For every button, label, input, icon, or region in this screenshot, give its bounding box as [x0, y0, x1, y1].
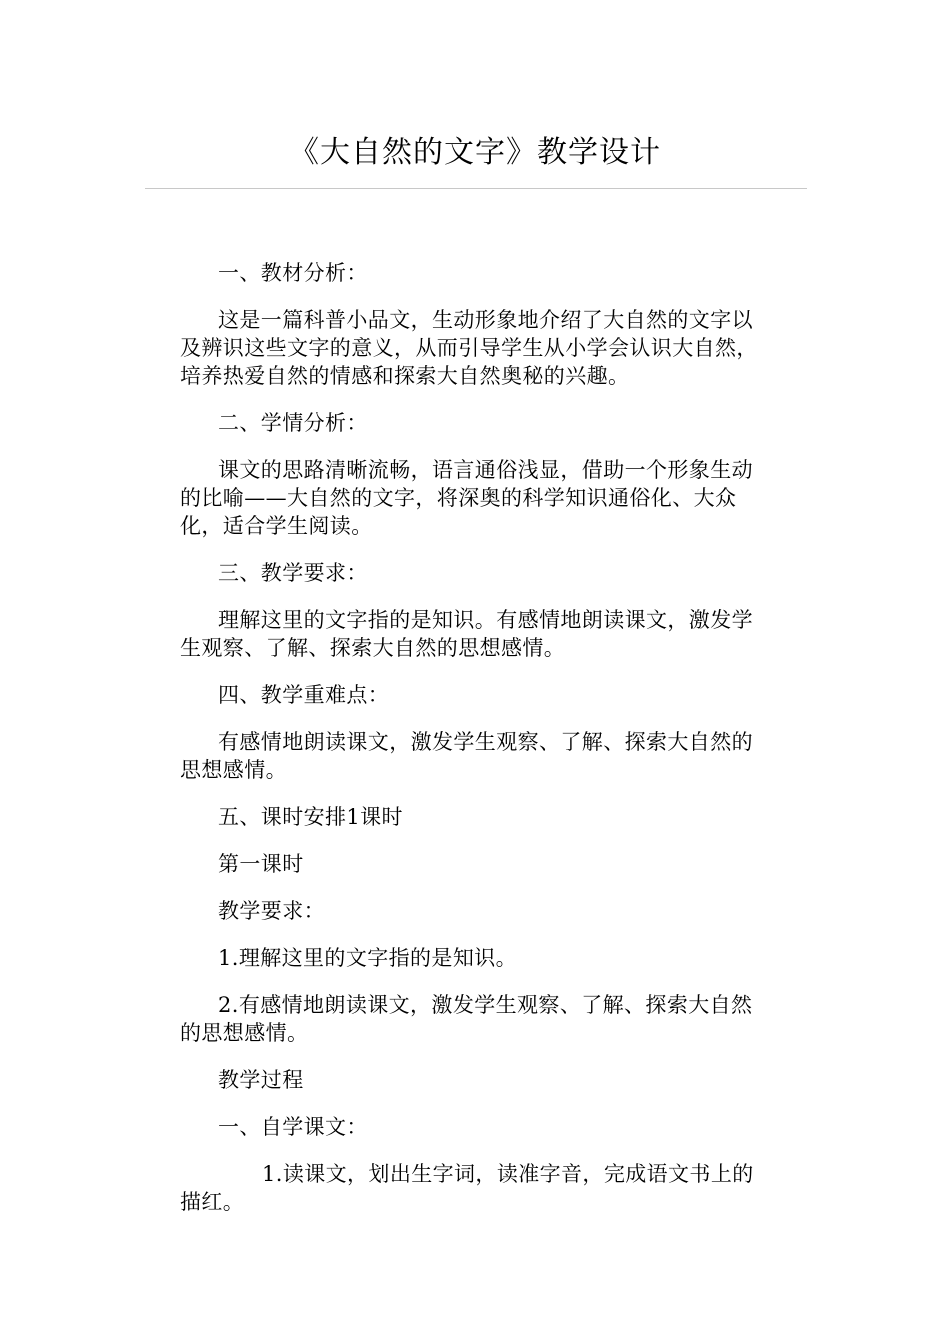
section-heading-5: 五、课时安排1课时 — [218, 805, 403, 829]
step-heading-1: 一、自学课文： — [218, 1115, 368, 1139]
section-body-2: 课文的思路清晰流畅，语言通俗浅显，借助一个形象生动的比喻——大自然的文字，将深奥的科学知识通俗化、大众化，适合学生阅读。 — [180, 458, 753, 538]
section-heading-4: 四、教学重难点： — [218, 683, 390, 707]
section-heading-2: 二、学情分析： — [218, 411, 368, 435]
requirement-item-2: 2.有感情地朗读课文，激发学生观察、了解、探索大自然的思想感情。 — [180, 993, 753, 1045]
step-item-1: 1.读课文，划出生字词，读准字音，完成语文书上的描红。 — [180, 1162, 754, 1214]
section-body-3: 理解这里的文字指的是知识。有感情地朗读课文，激发学生观察、了解、探索大自然的思想感情。 — [180, 608, 753, 660]
section-heading-1: 一、教材分析： — [218, 261, 368, 285]
lesson-title: 第一课时 — [218, 852, 304, 876]
process-heading: 教学过程 — [218, 1068, 304, 1092]
section-heading-3: 三、教学要求： — [218, 561, 368, 585]
requirement-item-1: 1.理解这里的文字指的是知识。 — [218, 946, 518, 970]
requirements-heading: 教学要求： — [218, 899, 325, 923]
document-body — [180, 259, 765, 1235]
document-title: 《大自然的文字》教学设计 — [289, 135, 661, 170]
section-body-1: 这是一篇科普小品文，生动形象地介绍了大自然的文字以及辨识这些文字的意义，从而引导学生从小学会认识大自然，培养热爱自然的情感和探索大自然奥秘的兴趣。 — [180, 308, 758, 388]
section-body-4: 有感情地朗读课文，激发学生观察、了解、探索大自然的思想感情。 — [180, 730, 753, 782]
title-divider — [145, 188, 807, 189]
